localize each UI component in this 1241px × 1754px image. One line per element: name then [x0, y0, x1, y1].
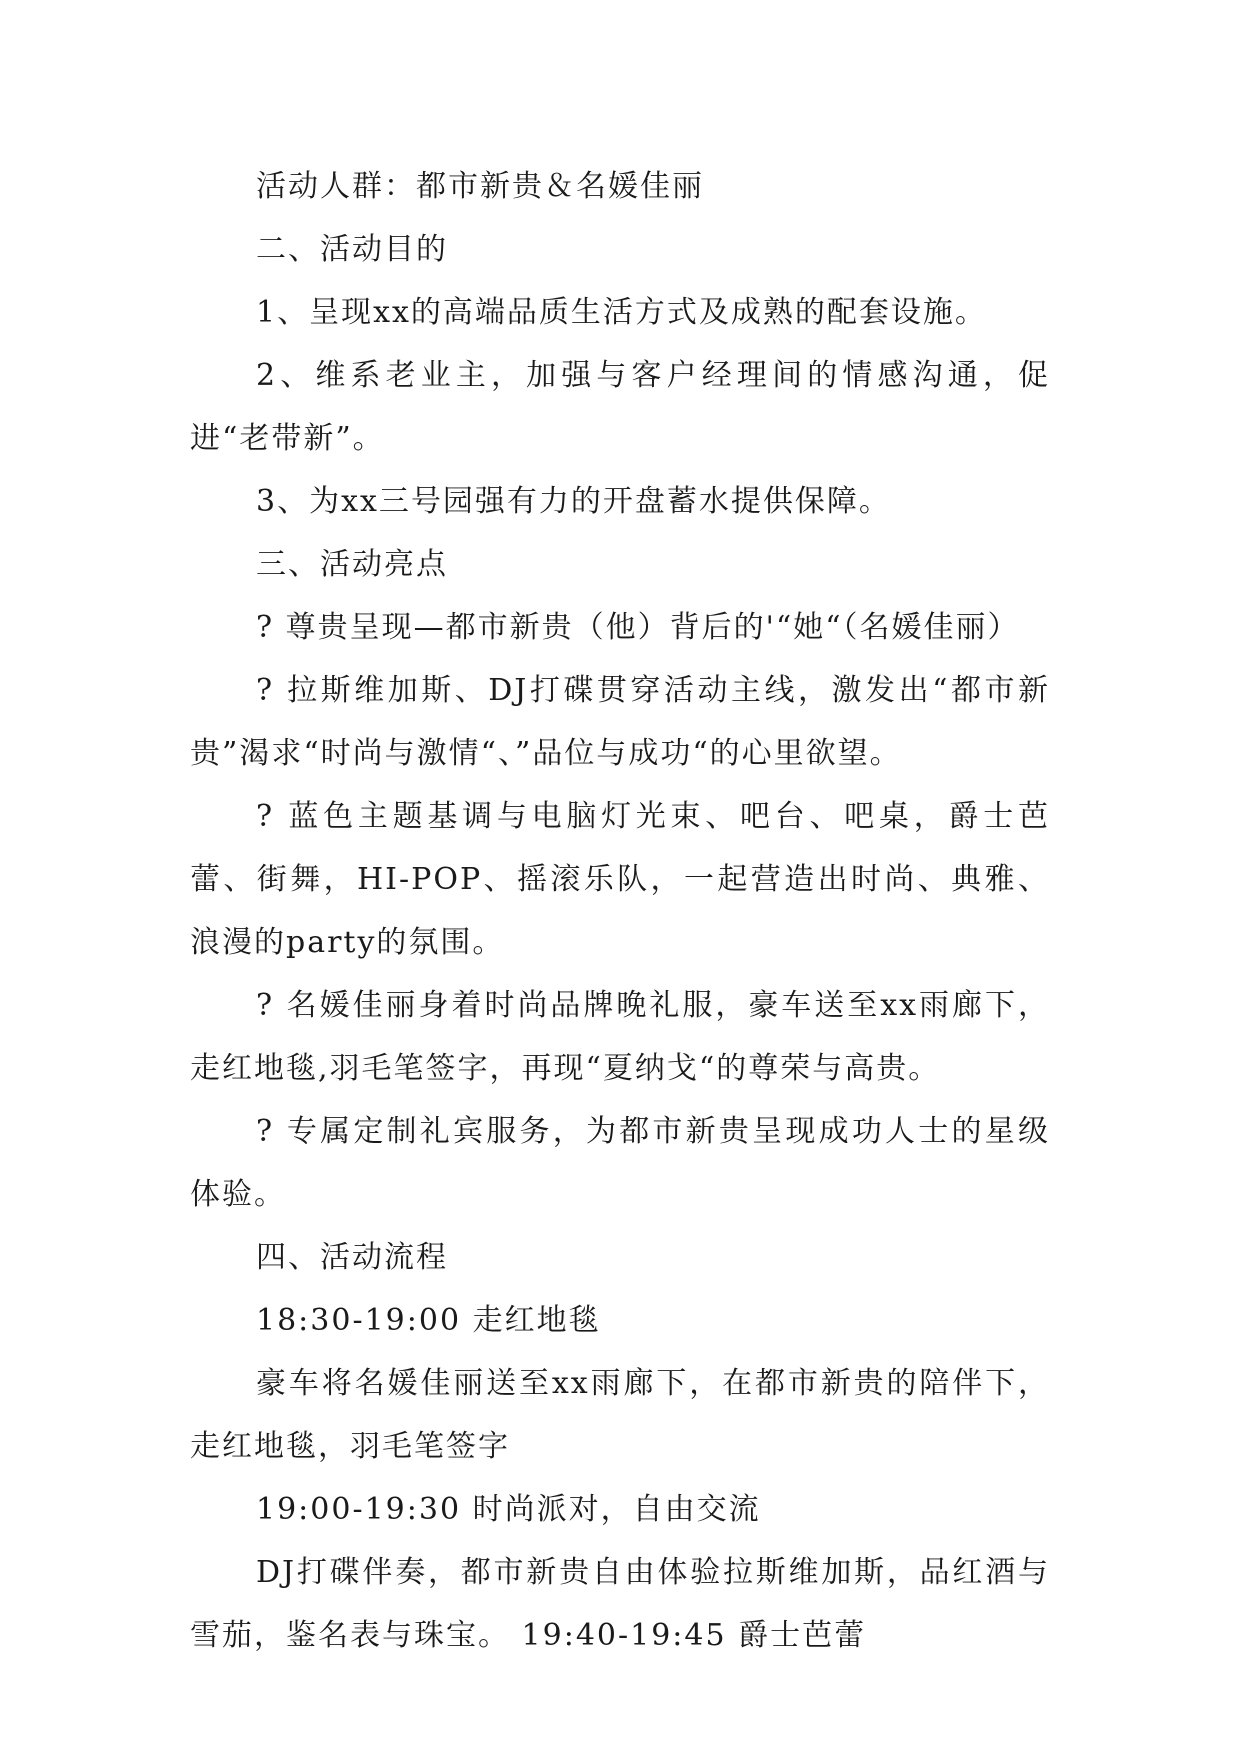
- paragraph-highlight-4: ? 名媛佳丽身着时尚品牌晚礼服，豪车送至xx雨廊下，走红地毯,羽毛笔签字，再现“夏纳戈“的尊荣与高贵。: [190, 988, 1050, 1086]
- paragraph-objective-2: 2、维系老业主，加强与客户经理间的情感沟通，促进“老带新”。: [190, 358, 1050, 456]
- paragraph-schedule-desc-2: DJ打碟伴奏，都市新贵自由体验拉斯维加斯，品红酒与雪茄，鉴名表与珠宝。 19:40-19:45 爵士芭蕾: [190, 1555, 1050, 1653]
- paragraph-schedule-time-1: 18:30-19:00 走红地毯: [256, 1303, 601, 1338]
- paragraph-objective-1: 1、呈现xx的高端品质生活方式及成熟的配套设施。: [256, 295, 987, 330]
- paragraph-highlight-2: ? 拉斯维加斯、DJ打碟贯穿活动主线，激发出“都市新贵”渴求“时尚与激情“、”品位与成功“的心里欲望。: [190, 673, 1050, 771]
- paragraph-highlight-5: ? 专属定制礼宾服务，为都市新贵呈现成功人士的星级体验。: [190, 1114, 1050, 1212]
- heading-schedule: 四、活动流程: [256, 1240, 448, 1275]
- heading-highlights: 三、活动亮点: [256, 547, 448, 582]
- paragraph-schedule-desc-1: 豪车将名媛佳丽送至xx雨廊下，在都市新贵的陪伴下，走红地毯，羽毛笔签字: [190, 1366, 1050, 1464]
- paragraph-audience: 活动人群：都市新贵＆名媛佳丽: [256, 169, 704, 204]
- document-body: [190, 155, 1050, 1667]
- paragraph-schedule-time-2: 19:00-19:30 时尚派对，自由交流: [256, 1492, 761, 1527]
- heading-objectives: 二、活动目的: [256, 232, 448, 267]
- paragraph-objective-3: 3、为xx三号园强有力的开盘蓄水提供保障。: [256, 484, 891, 519]
- paragraph-highlight-3: ? 蓝色主题基调与电脑灯光束、吧台、吧桌，爵士芭蕾、街舞，HI-POP、摇滚乐队，一起营造出时尚、典雅、浪漫的party的氛围。: [190, 799, 1050, 960]
- paragraph-highlight-1: ? 尊贵呈现—都市新贵（他）背后的'“她“（名媛佳丽）: [256, 610, 1020, 645]
